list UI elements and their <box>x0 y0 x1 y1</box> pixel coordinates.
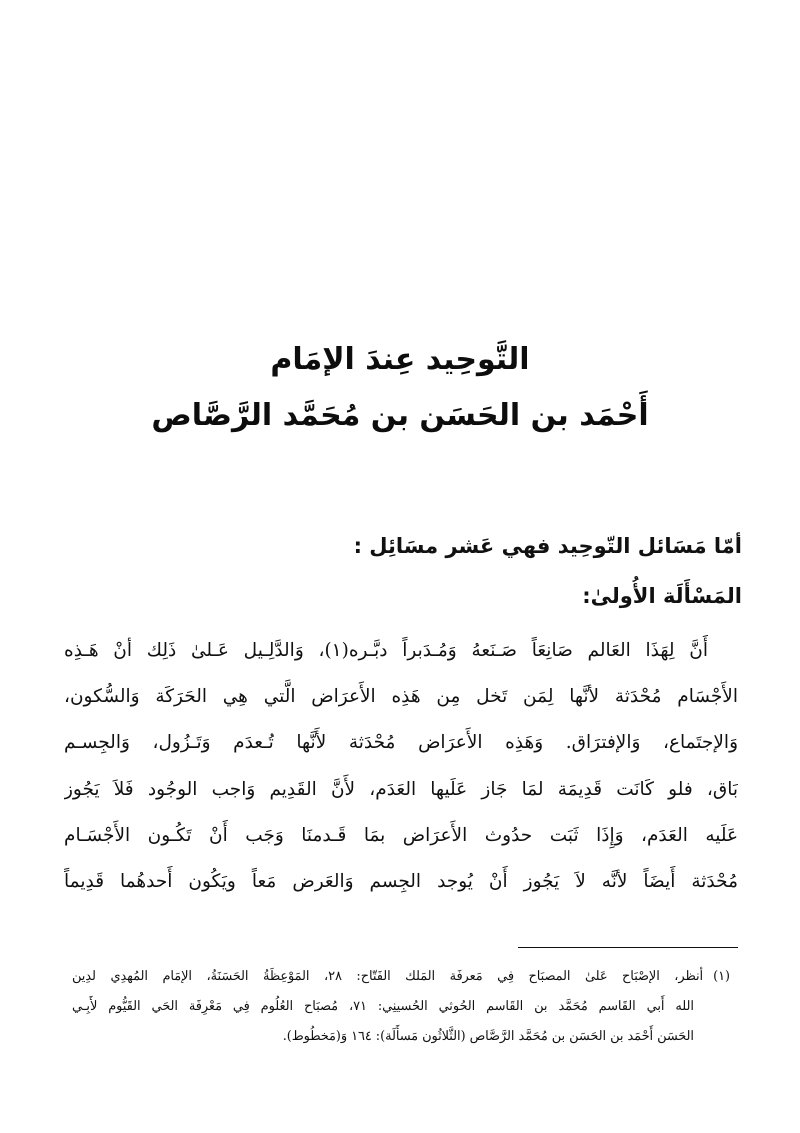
footnote-number: (١) <box>713 969 730 984</box>
body-line: أَنَّ لِهَذَا العَالم صَانِعَاً صَـنَعهُ وَمُـدَبراً دبَّـره(١)، وَالدَّلِـيل عَـلىٰ ذَلِك أنْ هَـذِه <box>64 640 708 661</box>
footnote-line: الله أَبي القَاسم مُحَمَّد بن القَاسم الحُوثي الحُسينِي: ٧١، مُصبَاح العُلُوم فِي مَعْرِفَة الحَي القَيُّوم لأَبِـي <box>72 999 694 1014</box>
footnote-text: أنظر، الإصْبَاح عَلىٰ المصبَاح فِي مَعرفَة المَلك الفَتّاح: ٢٨، المَوْعِظَةُ الحَسَنَةُ، الإمَام المُهدِي لدِين <box>72 969 704 984</box>
footnotes <box>72 962 730 1052</box>
body-line: وَالإجتَماع، وَالإفترَاق. وَهَذِه الأَعرَاض مُحْدَثة لأَنَّها تُـعدَم وَتَـزُول، وَالجِسـم <box>64 732 738 754</box>
body-line: مُحْدَثة أَيضَاً لأنَّه لاَ يَجُوز أَنْ يُوجد الجِسم وَالعَرض مَعاً ويَكُون أَحدهُما قَدِيماً <box>64 870 738 892</box>
page-title-line-1: التَّوحِيد عِندَ الإمَام <box>270 342 530 377</box>
footnote-divider <box>518 947 738 948</box>
page-title-line-2: أَحْمَد بن الحَسَن بن مُحَمَّد الرَّصَّاص <box>151 398 649 433</box>
section-intro-heading: أمّا مَسَائل التّوحِيد فهي عَشر مسَائِل : <box>353 534 742 558</box>
body-paragraph <box>64 628 738 905</box>
footnote-line <box>72 962 730 992</box>
body-line: بَاق، فلو كَانَت قَدِيمَة لمَا جَاز عَلَيها العَدَم، لأَنَّ القَدِيم وَاجب الوجُود فَلاَ يَجُوز <box>64 778 738 800</box>
body-line: عَلَيه العَدَم، وَإِذَا ثَبَت حدُوث الأَعرَاض بمَا قَـدمنَا وَجَب أَنْ تَكُـون الأَجْسَـام <box>64 824 738 846</box>
body-line: الأَجْسَام مُحْدَثة لأنَّها لِمَن تَخل مِن هَذِه الأَعرَاض الَّتي هِي الحَرَكَة وَالسُّكون، <box>64 686 738 708</box>
footnote-line: الحَسَن أَحْمَد بن الحَسَن بن مُحَمَّد الرَّصَّاص (الثَّلاثُون مَسأَلَة): ١٦٤ وَ(مَخطُوط). <box>282 1029 694 1044</box>
first-issue-heading: المَسْأَلَة الأُولىٰ: <box>582 584 742 608</box>
